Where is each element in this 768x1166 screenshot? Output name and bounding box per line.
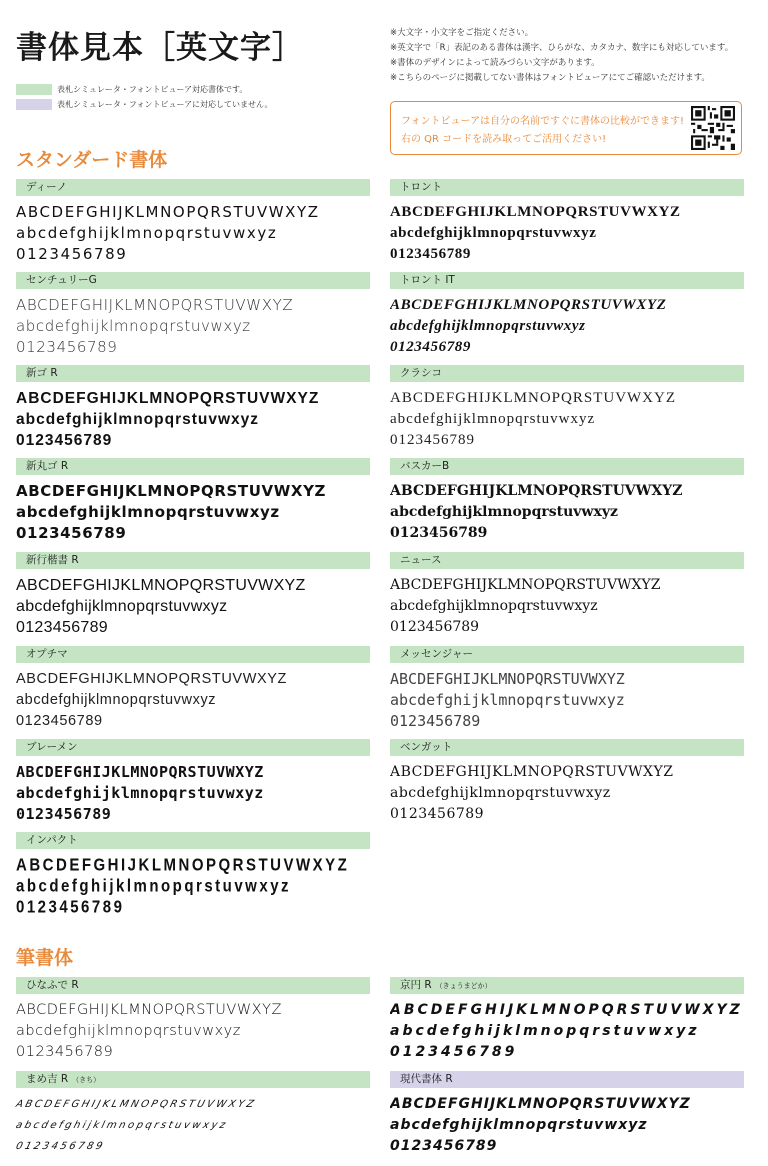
- sample-lowercase: abcdefghijklmnopqrstuvwxyz: [390, 1023, 700, 1039]
- sample-lowercase: abcdefghijklmnopqrstuvwxyz: [390, 411, 596, 427]
- font-name-bar: 新ゴ R: [16, 365, 370, 382]
- font-sample-kyoen[interactable]: [390, 977, 744, 1063]
- sample-digits: 0123456789: [16, 897, 125, 918]
- sample-digits: 0123456789: [16, 1044, 114, 1060]
- callout-line: フォントビューアは自分の名前ですぐに書体の比較ができます!: [401, 116, 685, 127]
- sample-lowercase: abcdefghijklmnopqrstuvwxyz: [16, 1023, 241, 1039]
- sample-lowercase: abcdefghijklmnopqrstuvwxyz: [390, 318, 586, 334]
- sample-uppercase: ABCDEFGHIJKLMNOPQRSTUVWXYZ: [16, 855, 350, 876]
- sample-uppercase: ABCDEFGHIJKLMNOPQRSTUVWXYZ: [16, 1002, 282, 1018]
- sample-uppercase: ABCDEFGHIJKLMNOPQRSTUVWXYZ: [390, 1096, 691, 1112]
- sample-uppercase: ABCDEFGHIJKLMNOPQRSTUVWXYZ: [16, 763, 264, 781]
- sample-uppercase: ABCDEFGHIJKLMNOPQRSTUVWXYZ: [16, 296, 294, 314]
- section-heading-standard: スタンダード書体: [16, 149, 168, 171]
- font-name-bar: 現代書体 R: [390, 1071, 744, 1088]
- sample-uppercase: ABCDEFGHIJKLMNOPQRSTUVWXYZ: [390, 297, 667, 313]
- font-sample-baskerville[interactable]: [390, 458, 744, 544]
- page-title: 書体見本［英文字］: [16, 30, 304, 66]
- font-sample-optima[interactable]: [16, 646, 370, 732]
- sample-digits: 0123456789: [16, 245, 128, 263]
- font-name-bar: クラシコ: [390, 365, 744, 382]
- note-item: ※大文字・小文字をご指定ください。: [390, 28, 534, 38]
- font-sample-news[interactable]: [390, 552, 744, 638]
- sample-uppercase: ABCDEFGHIJKLMNOPQRSTUVWXYZ: [390, 390, 677, 406]
- sample-digits: 0123456789: [390, 1044, 518, 1060]
- font-name-bar: トロント IT: [390, 272, 744, 289]
- font-sample-mamekichi[interactable]: [16, 1071, 370, 1157]
- sample-lowercase: abcdefghijklmnopqrstuvwxyz: [390, 1117, 648, 1133]
- legend-swatch-green: [16, 84, 52, 95]
- font-name-bar: ブレーメン: [16, 739, 370, 756]
- font-sample-hinafude[interactable]: [16, 977, 370, 1063]
- sample-digits: 0123456789: [390, 339, 471, 355]
- sample-digits: 0123456789: [390, 806, 485, 822]
- sample-digits: 0123456789: [390, 1138, 498, 1154]
- font-name-bar: メッセンジャー: [390, 646, 744, 663]
- font-name-bar: 新行楷書 R: [16, 552, 370, 569]
- font-reading: （きょうまどか）: [435, 982, 492, 990]
- font-sample-impact[interactable]: [16, 832, 370, 918]
- font-sample-classico[interactable]: [390, 365, 744, 451]
- font-reading: （きち）: [72, 1076, 101, 1084]
- sample-lowercase: abcdefghijklmnopqrstuvwxyz: [16, 503, 280, 521]
- font-name-bar: ベンガット: [390, 739, 744, 756]
- sample-lowercase: abcdefghijklmnopqrstuvwxyz: [390, 504, 618, 520]
- font-name: 京円 R: [400, 979, 432, 991]
- font-sample-shin-gyosho[interactable]: [16, 552, 370, 638]
- font-name-bar: ひなふで R: [16, 977, 370, 994]
- font-sample-gendai[interactable]: [390, 1071, 744, 1157]
- sample-digits: 0123456789: [16, 805, 112, 823]
- font-sample-dino[interactable]: [16, 179, 370, 265]
- sample-digits: 0123456789: [16, 432, 113, 449]
- note-item: ※こちらのページに掲載してない書体はフォントビューアにてご確認いただけます。: [390, 73, 710, 83]
- font-sample-toronto-it[interactable]: [390, 272, 744, 358]
- sample-digits: 0123456789: [390, 525, 488, 541]
- sample-digits: 0123456789: [16, 338, 118, 356]
- legend-text: 表札シミュレータ・フォントビューアに対応していません。: [57, 99, 273, 109]
- section-heading-brush: 筆書体: [16, 947, 74, 969]
- sample-lowercase: abcdefghijklmnopqrstuvwxyz: [16, 411, 260, 428]
- sample-lowercase: abcdefghijklmnopqrstuvwxyz: [16, 224, 278, 242]
- sample-digits: 0123456789: [16, 619, 108, 636]
- font-name-bar: センチュリーG: [16, 272, 370, 289]
- note-item: ※書体のデザインによって読みづらい文字があります。: [390, 58, 600, 68]
- sample-uppercase: ABCDEFGHIJKLMNOPQRSTUVWXYZ: [16, 390, 320, 407]
- sample-lowercase: abcdefghijklmnopqrstuvwxyz: [14, 1120, 229, 1131]
- sample-uppercase: ABCDEFGHIJKLMNOPQRSTUVWXYZ: [16, 577, 306, 594]
- sample-digits: 0123456789: [16, 713, 103, 729]
- font-viewer-callout: [390, 101, 742, 155]
- font-name-bar: ディーノ: [16, 179, 370, 196]
- sample-uppercase: ABCDEFGHIJKLMNOPQRSTUVWXYZ: [390, 1002, 743, 1018]
- font-sample-century-g[interactable]: [16, 272, 370, 358]
- sample-uppercase: ABCDEFGHIJKLMNOPQRSTUVWXYZ: [16, 671, 287, 687]
- sample-lowercase: abcdefghijklmnopqrstuvwxyz: [390, 785, 611, 801]
- font-name-bar: オプチマ: [16, 646, 370, 663]
- font-name-bar: インパクト: [16, 832, 370, 849]
- font-sample-shin-maru-go[interactable]: [16, 458, 370, 544]
- font-sample-bremen[interactable]: [16, 739, 370, 825]
- font-name-bar: トロント: [390, 179, 744, 196]
- sample-digits: 0123456789: [390, 246, 471, 262]
- sample-uppercase: ABCDEFGHIJKLMNOPQRSTUVWXYZ: [390, 670, 625, 688]
- sample-uppercase: ABCDEFGHIJKLMNOPQRSTUVWXYZ: [16, 482, 327, 500]
- font-name-bar: [16, 1071, 370, 1088]
- sample-digits: 0123456789: [390, 432, 475, 448]
- sample-digits: 0123456789: [390, 619, 480, 635]
- font-sample-messenger[interactable]: [390, 646, 744, 732]
- note-item: ※英文字で「R」表記のある書体は漢字、ひらがな、カタカナ、数字にも対応しています。: [390, 43, 734, 53]
- sample-lowercase: abcdefghijklmnopqrstuvwxyz: [16, 692, 217, 708]
- font-name-bar: 新丸ゴ R: [16, 458, 370, 475]
- sample-uppercase: ABCDEFGHIJKLMNOPQRSTUVWXYZ: [390, 764, 674, 780]
- sample-uppercase: ABCDEFGHIJKLMNOPQRSTUVWXYZ: [390, 483, 683, 499]
- sample-digits: 0123456789: [14, 1141, 107, 1152]
- legend-text: 表札シミュレータ・フォントビューア対応書体です。: [57, 84, 248, 94]
- font-name: まめ吉 R: [26, 1073, 69, 1085]
- sample-lowercase: abcdefghijklmnopqrstuvwxyz: [16, 598, 228, 615]
- sample-uppercase: ABCDEFGHIJKLMNOPQRSTUVWXYZ: [16, 203, 320, 221]
- sample-digits: 0123456789: [390, 712, 481, 730]
- legend-supported: [16, 83, 247, 95]
- font-sample-bengat[interactable]: [390, 739, 744, 825]
- sample-lowercase: abcdefghijklmnopqrstuvwxyz: [390, 225, 597, 241]
- callout-line: 右の QR コードを読み取ってご活用ください!: [401, 134, 607, 145]
- sample-lowercase: abcdefghijklmnopqrstuvwxyz: [16, 876, 292, 897]
- sample-uppercase: ABCDEFGHIJKLMNOPQRSTUVWXYZ: [390, 577, 661, 593]
- sample-lowercase: abcdefghijklmnopqrstuvwxyz: [390, 598, 598, 614]
- font-name-bar: ニュース: [390, 552, 744, 569]
- font-sample-shin-go[interactable]: [16, 365, 370, 451]
- qr-code-icon[interactable]: [691, 106, 735, 150]
- font-name-bar: [390, 977, 744, 994]
- sample-lowercase: abcdefghijklmnopqrstuvwxyz: [16, 784, 264, 802]
- sample-lowercase: abcdefghijklmnopqrstuvwxyz: [390, 691, 625, 709]
- legend-swatch-purple: [16, 99, 52, 110]
- sample-lowercase: abcdefghijklmnopqrstuvwxyz: [16, 317, 251, 335]
- callout-text: [401, 113, 684, 149]
- notes: [390, 26, 733, 86]
- sample-digits: 0123456789: [16, 524, 127, 542]
- legend-unsupported: [16, 98, 273, 110]
- font-sample-toronto[interactable]: [390, 179, 744, 265]
- sample-uppercase: ABCDEFGHIJKLMNOPQRSTUVWXYZ: [14, 1099, 258, 1110]
- sample-uppercase: ABCDEFGHIJKLMNOPQRSTUVWXYZ: [390, 204, 681, 220]
- font-name-bar: バスカーB: [390, 458, 744, 475]
